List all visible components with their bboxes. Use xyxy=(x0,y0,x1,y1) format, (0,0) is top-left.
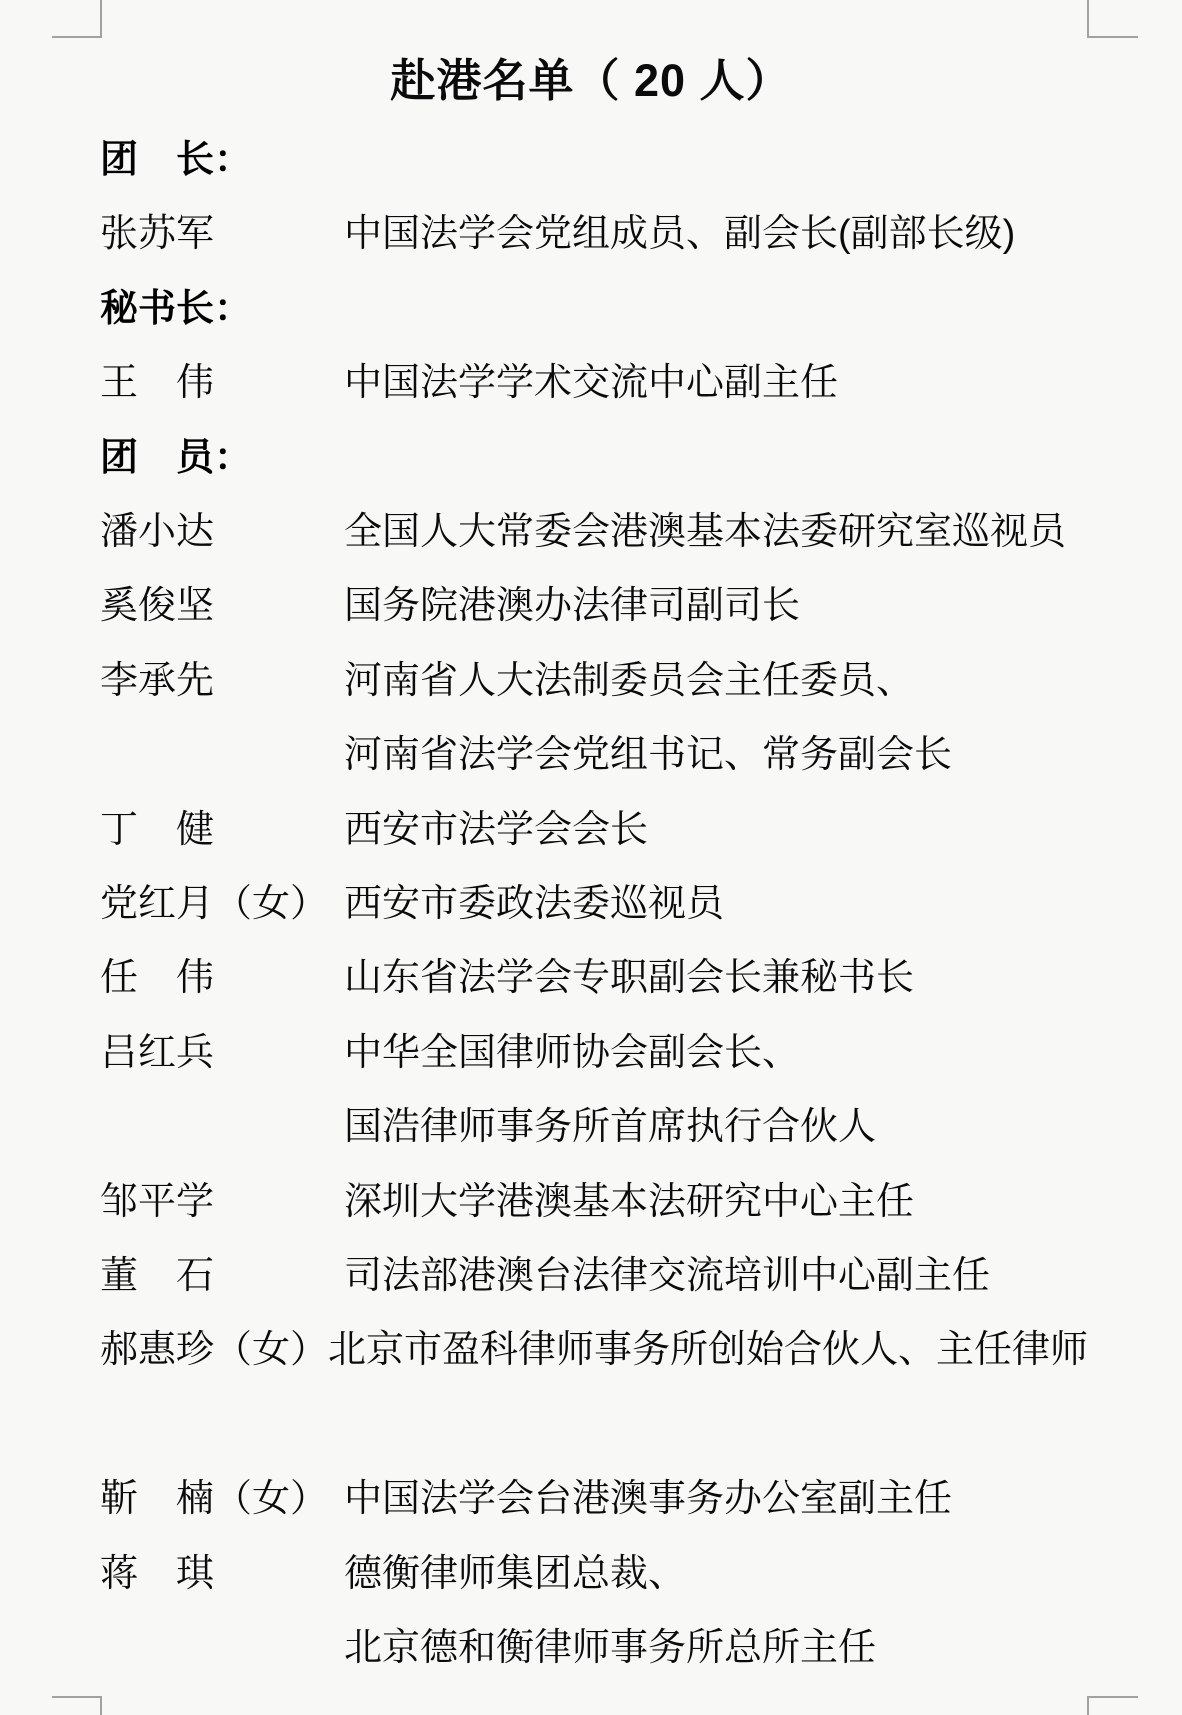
member-role-continuation: 国浩律师事务所首席执行合伙人 xyxy=(344,1106,877,1148)
member-role-continuation: 河南省法学会党组书记、常务副会长 xyxy=(344,734,953,776)
member-role-continuation: 北京德和衡律师事务所总所主任 xyxy=(344,1627,877,1669)
member-row xyxy=(100,1461,1142,1537)
member-role: 西安市委政法委巡视员 xyxy=(344,883,725,925)
section-heading xyxy=(100,420,1142,496)
section-label: 团 xyxy=(100,437,139,479)
member-role: 中国法学会台港澳事务办公室副主任 xyxy=(344,1478,953,1520)
member-role: 河南省人大法制委员会主任委员、 xyxy=(344,660,915,702)
member-name-text: 潘小达 xyxy=(100,511,215,553)
member-name-text: 靳 xyxy=(100,1478,139,1520)
member-name xyxy=(100,1480,344,1518)
crop-mark-bottom-right-horizontal xyxy=(1087,1696,1138,1698)
member-name-text: 吕红兵 xyxy=(100,1032,215,1074)
member-name xyxy=(100,1555,344,1593)
member-name-text: 丁 xyxy=(100,809,139,851)
member-name xyxy=(100,1034,344,1072)
member-name-text: 伟 xyxy=(176,362,215,404)
member-name-text: 张苏军 xyxy=(100,213,215,255)
member-name-text: 董 xyxy=(100,1255,139,1297)
section-colon: ： xyxy=(214,288,253,330)
member-name-text: 健 xyxy=(176,809,215,851)
member-role: 司法部港澳台法律交流培训中心副主任 xyxy=(344,1255,991,1297)
member-row xyxy=(100,196,1142,272)
member-role: 深圳大学港澳基本法研究中心主任 xyxy=(344,1181,915,1223)
member-role: 山东省法学会专职副会长兼秘书长 xyxy=(344,957,915,999)
member-role: 德衡律师集团总裁、 xyxy=(344,1553,687,1595)
member-row xyxy=(100,643,1142,719)
member-name xyxy=(100,662,344,700)
section-heading xyxy=(100,271,1142,347)
member-name xyxy=(100,811,344,849)
member-role: 中国法学学术交流中心副主任 xyxy=(344,362,839,404)
female-marker: （女） xyxy=(214,1478,329,1520)
member-row xyxy=(100,792,1142,868)
crop-mark-bottom-left-vertical xyxy=(100,1697,102,1715)
member-name-text: 郝惠珍 xyxy=(100,1329,215,1371)
section-colon: ： xyxy=(214,139,253,181)
member-name xyxy=(100,215,344,253)
member-name-text: 石 xyxy=(176,1255,215,1297)
member-row xyxy=(100,940,1142,1016)
role-continuation-row xyxy=(100,717,1142,793)
member-name xyxy=(100,513,344,551)
crop-mark-top-right-vertical xyxy=(1087,0,1089,38)
member-name-text: 琪 xyxy=(176,1553,215,1595)
member-name xyxy=(100,959,344,997)
crop-mark-top-right-horizontal xyxy=(1087,36,1138,38)
member-row xyxy=(100,1015,1142,1091)
female-marker: （女） xyxy=(214,883,329,925)
member-role: 中国法学会党组成员、副会长(副部长级) xyxy=(344,213,1016,255)
member-name-text: 李承先 xyxy=(100,660,215,702)
member-role: 国务院港澳办法律司副司长 xyxy=(344,585,801,627)
member-row xyxy=(100,1238,1142,1314)
female-marker: （女） xyxy=(214,1329,329,1371)
member-role: 西安市法学会会长 xyxy=(344,809,649,851)
member-name xyxy=(100,1331,328,1369)
member-name-text: 党红月 xyxy=(100,883,215,925)
member-row xyxy=(100,345,1142,421)
member-role: 北京市盈科律师事务所创始合伙人、主任律师 xyxy=(328,1329,1089,1371)
member-name xyxy=(100,885,344,923)
role-continuation-row xyxy=(100,1089,1142,1165)
member-name-text: 楠 xyxy=(176,1478,215,1520)
member-name xyxy=(100,1257,344,1295)
member-name-text: 蒋 xyxy=(100,1553,139,1595)
crop-mark-bottom-left-horizontal xyxy=(52,1696,102,1698)
member-name-text: 邹平学 xyxy=(100,1181,215,1223)
member-row xyxy=(100,1312,1142,1388)
member-row xyxy=(100,1536,1142,1612)
member-row xyxy=(100,1164,1142,1240)
section-colon: ： xyxy=(214,437,253,479)
member-name-text: 伟 xyxy=(176,957,215,999)
member-name xyxy=(100,1183,344,1221)
member-name-text: 王 xyxy=(100,362,139,404)
role-continuation-row xyxy=(100,1610,1142,1686)
section-heading xyxy=(100,122,1142,198)
crop-mark-top-left-vertical xyxy=(100,0,102,38)
section-label: 团 xyxy=(100,139,139,181)
member-name xyxy=(100,364,344,402)
member-row xyxy=(100,568,1142,644)
member-name-text: 奚俊坚 xyxy=(100,585,215,627)
member-row xyxy=(100,866,1142,942)
member-name xyxy=(100,587,344,625)
section-label: 长 xyxy=(176,139,215,181)
member-role: 全国人大常委会港澳基本法委研究室巡视员 xyxy=(344,511,1067,553)
crop-mark-top-left-horizontal xyxy=(52,36,102,38)
section-label: 员 xyxy=(176,437,215,479)
document-title: 赴港名单（ 20 人） xyxy=(390,55,792,106)
section-label: 秘书长 xyxy=(100,288,215,330)
member-role: 中华全国律师协会副会长、 xyxy=(344,1032,801,1074)
crop-mark-bottom-right-vertical xyxy=(1087,1697,1089,1715)
member-row xyxy=(100,494,1142,570)
member-name-text: 任 xyxy=(100,957,139,999)
